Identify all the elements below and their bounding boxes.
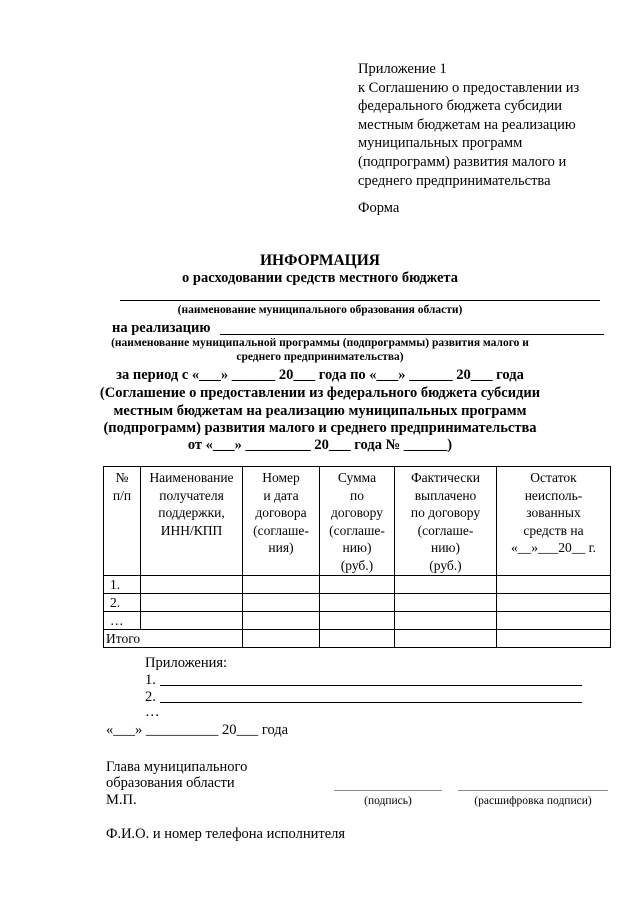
attachment-item-2: 2. (145, 689, 156, 705)
row-number: 1. (104, 576, 141, 594)
table-total-row (104, 630, 611, 648)
appendix-line: к Соглашению о предоставлении из (358, 79, 580, 96)
header-paid: Фактически выплачено по договору (соглаше- нию) (руб.) (395, 467, 497, 576)
head-title-2: образования области (106, 775, 235, 791)
table-row (104, 576, 611, 594)
table-row (104, 594, 611, 612)
header-contract: Номер и дата договора (соглаше- ния) (243, 467, 320, 576)
attachment-item-1: 1. (145, 672, 156, 688)
signature-line (334, 790, 442, 791)
header-recipient: Наименование получателя поддержки, ИНН/КПП (141, 467, 243, 576)
appendix-line: среднего предпринимательства (358, 172, 551, 189)
decode-caption: (расшифровка подписи) (474, 795, 592, 807)
municipality-caption: (наименование муниципального образования области) (177, 304, 463, 316)
period-line: за период с «___» ______ 20___ года по «___» ______ 20___ года (116, 367, 524, 383)
stamp-place: М.П. (106, 792, 137, 808)
program-caption-2: среднего предпринимательства) (236, 351, 404, 363)
agreement-line-3: (подпрограмм) развития малого и среднего предпринимательства (103, 420, 537, 436)
appendix-line: федерального бюджета субсидии (358, 98, 563, 115)
appendix-block (358, 60, 579, 190)
document-subtitle: о расходовании средств местного бюджета (182, 270, 458, 286)
executor-label: Ф.И.О. и номер телефона исполнителя (106, 826, 346, 842)
program-label: на реализацию (112, 320, 211, 336)
agreement-line-1: (Соглашение о предоставлении из федерального бюджета субсидии (99, 385, 541, 401)
header-remaining: Остаток неисполь- зованных средств на «__»___20__ г. (497, 467, 611, 576)
header-number: № п/п (104, 467, 141, 576)
decode-line (458, 790, 608, 791)
signature-caption: (подпись) (364, 795, 412, 807)
attachment-more: … (145, 704, 160, 720)
row-number: 2. (104, 594, 141, 612)
appendix-line: (подпрограмм) развития малого и (358, 153, 567, 170)
appendix-line: местным бюджетам на реализацию (358, 116, 576, 133)
row-number: … (104, 612, 141, 630)
municipality-line (120, 300, 600, 301)
expenses-table (103, 466, 611, 648)
appendix-line: Приложение 1 (358, 61, 447, 77)
head-title-1: Главa муниципального (106, 759, 248, 775)
program-caption-1: (наименование муниципальной программы (подпрограммы) развития малого и (111, 337, 529, 349)
table-row (104, 612, 611, 630)
header-contract-sum: Сумма по договору (соглаше- нию) (руб.) (320, 467, 395, 576)
attachment-line-1 (160, 685, 582, 686)
agreement-line-4: от «___» _________ 20___ года № ______) (187, 437, 453, 453)
table-header-row (104, 467, 611, 576)
total-label: Итого (104, 630, 243, 648)
appendix-line: муниципальных программ (358, 135, 523, 152)
attachment-line-2 (160, 702, 582, 703)
date-line: «___» __________ 20___ года (106, 722, 289, 738)
attachments-label: Приложения: (145, 655, 228, 671)
agreement-line-2: местным бюджетам на реализацию муниципальных программ (113, 403, 527, 419)
document-title: ИНФОРМАЦИЯ (260, 252, 380, 269)
program-line (220, 334, 604, 335)
form-label: Форма (358, 200, 400, 216)
